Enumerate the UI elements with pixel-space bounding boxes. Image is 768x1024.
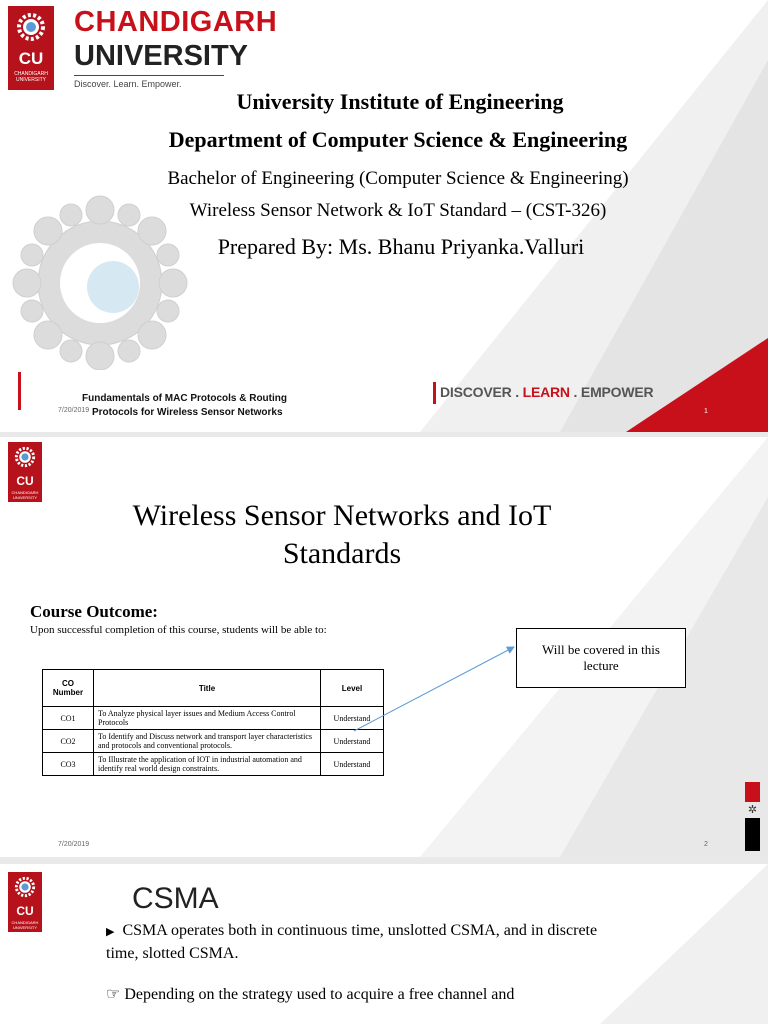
co-level: Understand bbox=[321, 707, 384, 730]
logo-cu-text: CU bbox=[16, 474, 34, 488]
course-title: Wireless Sensor Network & IoT Standard – (CST-326) bbox=[189, 200, 607, 221]
side-red-block bbox=[745, 782, 760, 802]
footer-accent-bar bbox=[433, 382, 436, 404]
co-number: CO3 bbox=[43, 753, 94, 776]
page-number: 2 bbox=[704, 841, 708, 848]
logo-subtitle: CHANDIGARH UNIVERSITY bbox=[11, 490, 39, 500]
footer-empower: . EMPOWER bbox=[573, 384, 654, 400]
header-level: Level bbox=[321, 670, 384, 707]
course-outcome-heading: Course Outcome: bbox=[30, 602, 158, 621]
topic-line-2: Protocols for Wireless Sensor Networks bbox=[92, 407, 283, 418]
gear-emblem-icon bbox=[12, 444, 38, 470]
callout-arrow bbox=[350, 643, 520, 733]
co-title: To Analyze physical layer issues and Medium Access Control Protocols bbox=[94, 707, 321, 730]
gear-emblem-icon bbox=[13, 9, 49, 45]
university-logo bbox=[8, 442, 42, 502]
side-gear-icon: ✲ bbox=[747, 804, 758, 816]
institute-title: University Institute of Engineering bbox=[236, 89, 564, 114]
course-outcome-table bbox=[42, 669, 384, 776]
header-title: Title bbox=[94, 670, 321, 707]
bullet-item-2 bbox=[106, 984, 626, 1005]
pointing-hand-bullet-icon: ☞ bbox=[106, 986, 121, 1003]
slide-title-line-1: Wireless Sensor Networks and IoT bbox=[132, 499, 552, 532]
university-logo bbox=[8, 6, 54, 90]
table-row bbox=[43, 730, 384, 753]
slide-date: 7/20/2019 bbox=[58, 407, 90, 414]
logo-subtitle: CHANDIGARH UNIVERSITY bbox=[14, 71, 48, 83]
slide-title-line-2: Standards bbox=[282, 537, 402, 570]
brand-tagline: Discover. Learn. Empower. bbox=[74, 79, 182, 89]
slide-title: CSMA bbox=[132, 882, 219, 915]
topic-accent-bar bbox=[18, 372, 21, 410]
gear-emblem-icon bbox=[12, 874, 38, 900]
brand-name-line2: UNIVERSITY bbox=[74, 40, 249, 72]
bullet-item-1 bbox=[106, 920, 626, 964]
course-outcome-intro: Upon successful completion of this course, students will be able to: bbox=[30, 624, 327, 636]
logo-cu-text: CU bbox=[18, 49, 44, 68]
side-black-block bbox=[745, 818, 760, 851]
header-co-number: CO Number bbox=[43, 670, 94, 707]
co-title: To Identify and Discuss network and transport layer characteristics and protocols and conventional protocols. bbox=[94, 730, 321, 753]
topic-line-1: Fundamentals of MAC Protocols & Routing bbox=[82, 393, 287, 404]
department-title: Department of Computer Science & Engineering bbox=[168, 127, 628, 152]
slide-date: 7/20/2019 bbox=[58, 841, 90, 848]
co-title: To Illustrate the application of IOT in industrial automation and identify real world design constraints. bbox=[94, 753, 321, 776]
university-logo bbox=[8, 872, 42, 932]
slide-3 bbox=[0, 864, 768, 1024]
footer-learn: LEARN bbox=[522, 384, 570, 400]
page-number: 1 bbox=[704, 408, 708, 415]
co-level: Understand bbox=[321, 753, 384, 776]
co-level: Understand bbox=[321, 730, 384, 753]
bullet-text-2: Depending on the strategy used to acquire a free channel and bbox=[124, 986, 515, 1003]
bullet-text-1: CSMA operates both in continuous time, unslotted CSMA, and in discrete time, slotted CSMA. bbox=[106, 922, 598, 962]
table-row bbox=[43, 753, 384, 776]
footer-discover: DISCOVER . bbox=[440, 384, 519, 400]
brand-name-line1: CHANDIGARH bbox=[74, 6, 278, 38]
prepared-by: Prepared By: Ms. Bhanu Priyanka.Valluri bbox=[217, 234, 585, 259]
program-title: Bachelor of Engineering (Computer Science & Engineering) bbox=[167, 168, 629, 189]
slide-2 bbox=[0, 437, 768, 857]
co-number: CO1 bbox=[43, 707, 94, 730]
footer-slogan bbox=[440, 384, 653, 400]
triangle-bullet-icon: ▶ bbox=[106, 926, 115, 938]
callout-box: Will be covered in this lecture bbox=[516, 628, 686, 688]
table-row bbox=[43, 707, 384, 730]
logo-cu-text: CU bbox=[16, 904, 34, 918]
brand-divider bbox=[74, 75, 224, 76]
logo-subtitle: CHANDIGARH UNIVERSITY bbox=[11, 920, 39, 930]
slide-1 bbox=[0, 0, 768, 432]
co-number: CO2 bbox=[43, 730, 94, 753]
